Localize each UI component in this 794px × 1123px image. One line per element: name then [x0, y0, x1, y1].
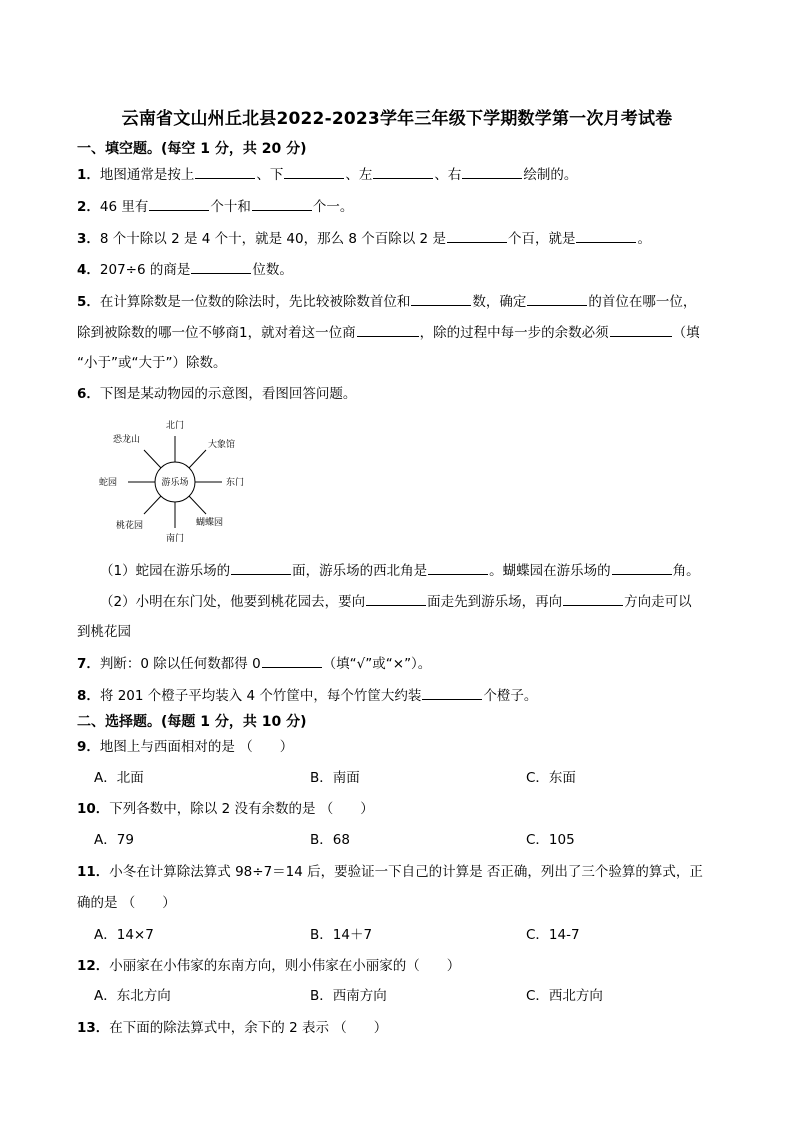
option-b[interactable]: B．14＋7: [310, 927, 373, 943]
answer-blank[interactable]: [576, 228, 636, 243]
answer-blank[interactable]: [462, 164, 522, 179]
answer-blank[interactable]: [612, 560, 672, 575]
question-5: [77, 291, 696, 312]
question-text: 数，确定: [472, 294, 527, 310]
question-number: 1．: [77, 167, 100, 183]
question-text: 。: [637, 231, 651, 247]
question-text: 在计算除数是一位数的除法时，先比较被除数首位和: [99, 294, 411, 310]
peach-garden-label: 桃花园: [116, 521, 144, 531]
answer-blank[interactable]: [357, 322, 419, 337]
answer-blank[interactable]: [252, 196, 312, 211]
question-text: 在下面的除法算式中，余下的 2 表示 （ ）: [109, 1020, 388, 1036]
question-number: 8．: [77, 688, 100, 704]
question-5-line-3: “小于”或“大于”）除数。: [77, 355, 227, 371]
option-a[interactable]: A．东北方向: [94, 988, 171, 1004]
option-b[interactable]: B．西南方向: [310, 988, 387, 1004]
answer-blank[interactable]: [284, 164, 344, 179]
question-number: 4．: [77, 262, 100, 278]
question-text: 46 里有: [99, 199, 149, 215]
question-text: 、下: [256, 167, 284, 183]
option-c[interactable]: C．105: [526, 832, 575, 848]
question-text: 小丽家在小伟家的东南方向，则小伟家在小丽家的（ ）: [109, 958, 461, 974]
question-text: 面走先到游乐场，再向: [427, 594, 563, 610]
exam-title: 云南省文山州丘北县2022-2023学年三年级下学期数学第一次月考试卷: [121, 109, 673, 129]
question-number: 3．: [77, 231, 100, 247]
question-number: 11．: [77, 864, 110, 880]
answer-blank[interactable]: [191, 259, 251, 274]
northwest-line: [144, 450, 161, 468]
question-text: 下列各数中，除以 2 没有余数的是 （ ）: [109, 801, 374, 817]
question-number: 12．: [77, 958, 110, 974]
question-5-line-2: [77, 322, 700, 343]
northeast-line: [189, 450, 206, 468]
answer-blank[interactable]: [262, 653, 322, 668]
answer-blank[interactable]: [563, 591, 623, 606]
question-text: 个百，就是: [507, 231, 576, 247]
question-text: 位数。: [252, 262, 293, 278]
question-text: 绘制的。: [523, 167, 578, 183]
question-number: 10．: [77, 801, 110, 817]
question-number: 7．: [77, 656, 100, 672]
question-2: [77, 196, 353, 217]
question-number: 5．: [77, 294, 100, 310]
east-gate-label: 东门: [226, 478, 245, 488]
south-gate-label: 南门: [165, 534, 185, 544]
question-text: ，除的过程中每一步的余数必须: [419, 325, 609, 341]
question-text: 判断：0 除以任何数都得 0: [99, 656, 261, 672]
question-9: [77, 737, 293, 757]
section-1-heading: 一、填空题。(每空 1 分，共 20 分): [77, 141, 307, 157]
question-text: 的首位在哪一位，: [588, 294, 697, 310]
question-text: （填: [672, 325, 700, 341]
question-text: 个一。: [312, 199, 354, 215]
question-text: 角。: [672, 563, 700, 579]
answer-blank[interactable]: [373, 164, 433, 179]
question-text: 下图是某动物园的示意图，看图回答问题。: [99, 386, 357, 402]
answer-blank[interactable]: [610, 322, 672, 337]
option-b[interactable]: B．68: [310, 832, 350, 848]
answer-blank[interactable]: [422, 685, 482, 700]
question-text: 8 个十除以 2 是 4 个十，就是 40，那么 8 个百除以 2 是: [99, 231, 446, 247]
question-text: 面，游乐场的西北角是: [292, 563, 428, 579]
question-7: [77, 653, 431, 674]
question-10: [77, 799, 374, 819]
answer-blank[interactable]: [195, 164, 255, 179]
question-6-part-2-line-2: 到桃花园: [77, 624, 131, 640]
question-text: 。蝴蝶园在游乐场的: [489, 563, 611, 579]
option-a[interactable]: A．79: [94, 832, 134, 848]
question-4: [77, 259, 293, 280]
question-3: [77, 228, 651, 249]
butterfly-garden-label: 蝴蝶园: [196, 518, 224, 528]
option-c[interactable]: C．东面: [526, 770, 576, 786]
southwest-line: [144, 496, 161, 514]
answer-blank[interactable]: [527, 291, 587, 306]
question-11: [77, 862, 703, 882]
question-8: [77, 685, 537, 706]
question-number: 13．: [77, 1020, 110, 1036]
question-text: （填“√”或“×”）。: [322, 656, 432, 672]
north-gate-label: 北门: [165, 421, 185, 431]
option-a[interactable]: A．北面: [94, 770, 144, 786]
answer-blank[interactable]: [447, 228, 507, 243]
option-c[interactable]: C．14-7: [526, 927, 580, 943]
question-12: [77, 956, 460, 976]
southeast-line: [189, 496, 206, 514]
question-text: 小冬在计算除法算式 98÷7＝14 后，要验证一下自己的计算是 否正确，列出了三个验算的算式，正: [109, 864, 703, 880]
question-6-part-2: [100, 591, 692, 612]
question-1: [77, 164, 577, 185]
snake-garden-label: 蛇园: [99, 478, 118, 488]
option-a[interactable]: A．14×7: [94, 927, 154, 943]
question-number: 6．: [77, 386, 100, 402]
question-text: 、右: [434, 167, 462, 183]
question-text: 个橙子。: [483, 688, 538, 704]
answer-blank[interactable]: [231, 560, 291, 575]
option-b[interactable]: B．南面: [310, 770, 360, 786]
question-text: 将 201 个橙子平均装入 4 个竹筐中，每个竹筐大约装: [99, 688, 422, 704]
question-text: 除到被除数的哪一位不够商1，就对着这一位商: [77, 325, 356, 341]
answer-blank[interactable]: [366, 591, 426, 606]
answer-blank[interactable]: [411, 291, 471, 306]
question-text: 、左: [345, 167, 373, 183]
question-text: （1）蛇园在游乐场的: [100, 563, 231, 579]
elephant-hall-label: 大象馆: [208, 440, 236, 450]
question-6-part-1: [100, 560, 700, 581]
question-text: 个十和: [210, 199, 251, 215]
section-2-heading: 二、选择题。(每题 1 分，共 10 分): [77, 714, 307, 730]
question-text: （2）小明在东门处，他要到桃花园去，要向: [100, 594, 366, 610]
center-label: 游乐场: [161, 478, 189, 488]
question-6: [77, 384, 356, 404]
question-text: 地图上与西面相对的是 （ ）: [99, 739, 294, 755]
option-c[interactable]: C．西北方向: [526, 988, 603, 1004]
zoo-map-diagram: [88, 412, 258, 548]
question-number: 9．: [77, 739, 100, 755]
question-text: 207÷6 的商是: [99, 262, 191, 278]
question-number: 2．: [77, 199, 100, 215]
question-11-line-2: 确的是 （ ）: [77, 895, 176, 911]
question-text: 地图通常是按上: [99, 167, 195, 183]
question-text: 方向走可以: [624, 594, 692, 610]
answer-blank[interactable]: [149, 196, 209, 211]
dinosaur-hill-label: 恐龙山: [113, 435, 141, 445]
answer-blank[interactable]: [428, 560, 488, 575]
question-13: [77, 1018, 387, 1038]
